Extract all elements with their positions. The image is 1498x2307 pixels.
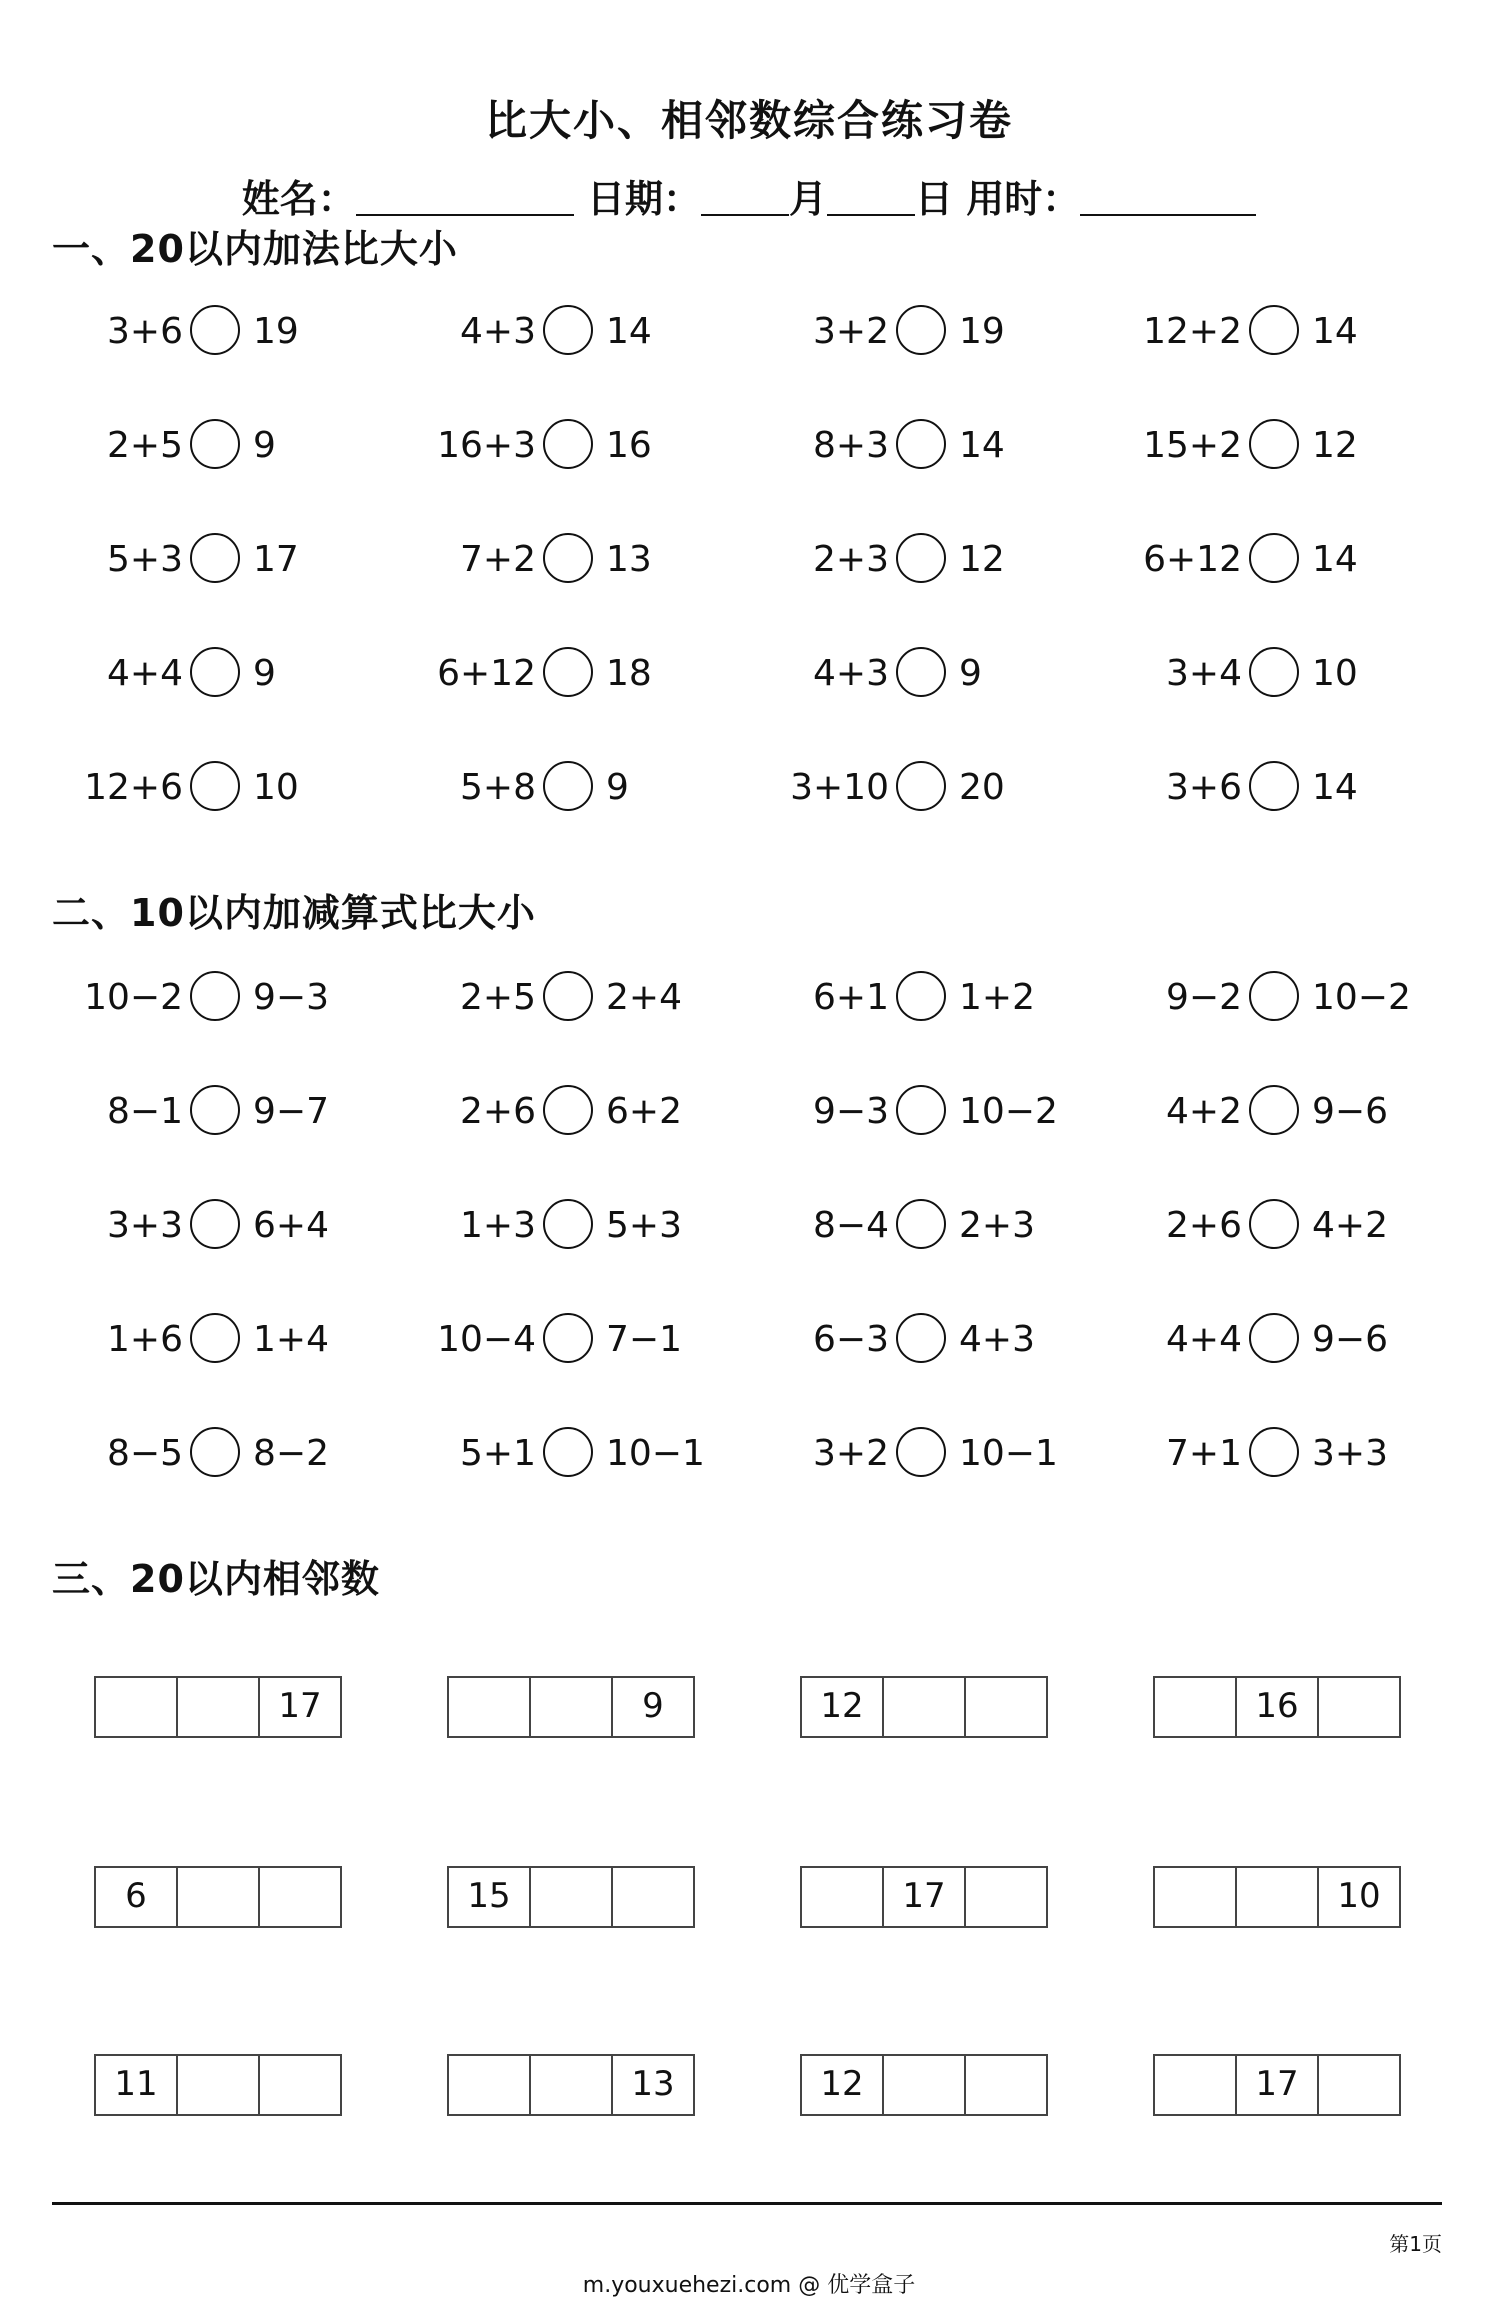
adjacent-number-box	[447, 2054, 695, 2116]
month-blank[interactable]	[701, 178, 789, 216]
right-expression: 9	[959, 653, 982, 694]
left-expression: 3+6	[107, 311, 183, 352]
left-expression: 9−2	[1166, 977, 1242, 1018]
given-number-cell: 16	[1237, 1678, 1319, 1736]
problem-row	[0, 1310, 1498, 1370]
left-expression: 4+2	[1166, 1091, 1242, 1132]
answer-circle[interactable]	[190, 1085, 240, 1135]
answer-circle[interactable]	[543, 1199, 593, 1249]
right-expression: 14	[1312, 311, 1358, 352]
adjacent-number-box	[1153, 2054, 1401, 2116]
left-expression: 3+10	[790, 767, 889, 808]
blank-cell[interactable]	[531, 1868, 613, 1926]
answer-circle[interactable]	[1249, 419, 1299, 469]
left-expression: 3+4	[1166, 653, 1242, 694]
answer-circle[interactable]	[543, 1427, 593, 1477]
adjacent-number-box	[800, 1676, 1048, 1738]
adjacent-number-box	[447, 1866, 695, 1928]
name-label: 姓名：	[241, 177, 356, 221]
day-blank[interactable]	[827, 178, 915, 216]
given-number-cell: 12	[802, 2056, 884, 2114]
right-expression: 1+4	[253, 1319, 329, 1360]
left-expression: 2+5	[107, 425, 183, 466]
given-number-cell: 12	[802, 1678, 884, 1736]
left-expression: 7+1	[1166, 1433, 1242, 1474]
given-number-cell: 9	[642, 1686, 664, 1726]
problem-row	[0, 1082, 1498, 1142]
left-expression: 10−4	[437, 1319, 536, 1360]
answer-circle[interactable]	[543, 971, 593, 1021]
blank-cell[interactable]	[1155, 2056, 1237, 2114]
sequence-row	[0, 1866, 1498, 1928]
right-expression: 6+4	[253, 1205, 329, 1246]
right-expression: 10	[253, 767, 299, 808]
given-number-cell: 6	[96, 1868, 178, 1926]
right-expression: 14	[1312, 767, 1358, 808]
problem-row	[0, 758, 1498, 818]
given-number-cell: 11	[96, 2056, 178, 2114]
answer-circle[interactable]	[543, 533, 593, 583]
blank-cell[interactable]	[966, 2056, 1046, 2114]
left-expression: 8+3	[813, 425, 889, 466]
answer-circle[interactable]	[896, 1085, 946, 1135]
answer-circle[interactable]	[1249, 305, 1299, 355]
left-expression: 9−3	[813, 1091, 889, 1132]
footer-divider	[52, 2202, 1442, 2205]
right-expression: 19	[959, 311, 1005, 352]
adjacent-number-box	[800, 1866, 1048, 1928]
left-expression: 5+1	[460, 1433, 536, 1474]
answer-circle[interactable]	[1249, 761, 1299, 811]
answer-circle[interactable]	[543, 761, 593, 811]
problem-row	[0, 416, 1498, 476]
footer-site: m.youxuehezi.com @ 优学盒子	[582, 2273, 916, 2298]
left-expression: 4+3	[460, 311, 536, 352]
blank-cell[interactable]	[613, 1868, 693, 1926]
right-expression: 12	[959, 539, 1005, 580]
given-number-cell: 17	[278, 1686, 322, 1726]
right-expression: 14	[1312, 539, 1358, 580]
answer-circle[interactable]	[1249, 1313, 1299, 1363]
blank-cell[interactable]	[802, 1868, 884, 1926]
adjacent-number-box	[94, 1866, 342, 1928]
right-expression: 10−2	[1312, 977, 1411, 1018]
blank-cell[interactable]	[531, 2056, 613, 2114]
problem-row	[0, 1424, 1498, 1484]
adjacent-number-box	[94, 2054, 342, 2116]
right-expression: 10−1	[606, 1433, 705, 1474]
blank-cell[interactable]	[1237, 1868, 1319, 1926]
adjacent-number-box	[1153, 1866, 1401, 1928]
right-expression: 4+3	[959, 1319, 1035, 1360]
blank-cell[interactable]	[178, 2056, 260, 2114]
section-1-heading: 一、20以内加法比大小	[52, 227, 458, 271]
right-expression: 10−2	[959, 1091, 1058, 1132]
right-expression: 2+3	[959, 1205, 1035, 1246]
answer-circle[interactable]	[190, 1199, 240, 1249]
answer-circle[interactable]	[896, 419, 946, 469]
left-expression: 3+6	[1166, 767, 1242, 808]
left-expression: 7+2	[460, 539, 536, 580]
time-blank[interactable]	[1080, 178, 1256, 216]
right-expression: 9	[606, 767, 629, 808]
blank-cell[interactable]	[449, 1678, 531, 1736]
answer-circle[interactable]	[190, 761, 240, 811]
answer-circle[interactable]	[543, 647, 593, 697]
right-expression: 17	[253, 539, 299, 580]
left-expression: 2+5	[460, 977, 536, 1018]
left-expression: 6+12	[437, 653, 536, 694]
right-expression: 9−6	[1312, 1091, 1388, 1132]
left-expression: 1+6	[107, 1319, 183, 1360]
month-label: 月	[788, 177, 827, 221]
left-expression: 6+1	[813, 977, 889, 1018]
left-expression: 12+2	[1143, 311, 1242, 352]
right-expression: 12	[1312, 425, 1358, 466]
day-label: 日	[915, 177, 954, 221]
answer-circle[interactable]	[1249, 533, 1299, 583]
left-expression: 8−5	[107, 1433, 183, 1474]
left-expression: 8−1	[107, 1091, 183, 1132]
blank-cell[interactable]	[966, 1868, 1046, 1926]
answer-circle[interactable]	[190, 533, 240, 583]
blank-cell[interactable]	[96, 1678, 178, 1736]
left-expression: 8−4	[813, 1205, 889, 1246]
left-expression: 4+4	[1166, 1319, 1242, 1360]
problem-row	[0, 644, 1498, 704]
right-expression: 18	[606, 653, 652, 694]
blank-cell[interactable]	[531, 1678, 613, 1736]
page-number: 第1页	[1389, 2232, 1442, 2256]
left-expression: 3+3	[107, 1205, 183, 1246]
left-expression: 15+2	[1143, 425, 1242, 466]
left-expression: 5+3	[107, 539, 183, 580]
given-number-cell: 15	[449, 1868, 531, 1926]
right-expression: 9−3	[253, 977, 329, 1018]
answer-circle[interactable]	[543, 305, 593, 355]
answer-circle[interactable]	[896, 305, 946, 355]
answer-circle[interactable]	[1249, 1085, 1299, 1135]
answer-circle[interactable]	[1249, 1427, 1299, 1477]
problem-row	[0, 530, 1498, 590]
right-expression: 13	[606, 539, 652, 580]
answer-circle[interactable]	[190, 419, 240, 469]
blank-cell[interactable]	[178, 1678, 260, 1736]
answer-circle[interactable]	[896, 647, 946, 697]
answer-circle[interactable]	[543, 419, 593, 469]
problem-row	[0, 968, 1498, 1028]
left-expression: 10−2	[84, 977, 183, 1018]
problem-row	[0, 1196, 1498, 1256]
blank-cell[interactable]	[1155, 1868, 1237, 1926]
left-expression: 2+3	[813, 539, 889, 580]
right-expression: 1+2	[959, 977, 1035, 1018]
blank-cell[interactable]	[449, 2056, 531, 2114]
date-label: 日期：	[586, 177, 701, 221]
answer-circle[interactable]	[543, 1085, 593, 1135]
adjacent-number-box	[1153, 1676, 1401, 1738]
right-expression: 4+2	[1312, 1205, 1388, 1246]
page-title: 比大小、相邻数综合练习卷	[484, 96, 1013, 145]
left-expression: 6−3	[813, 1319, 889, 1360]
blank-cell[interactable]	[260, 2056, 340, 2114]
right-expression: 9	[253, 653, 276, 694]
sequence-row	[0, 1676, 1498, 1738]
left-expression: 4+3	[813, 653, 889, 694]
given-number-cell: 17	[884, 1868, 966, 1926]
right-expression: 19	[253, 311, 299, 352]
answer-circle[interactable]	[190, 1313, 240, 1363]
right-expression: 8−2	[253, 1433, 329, 1474]
blank-cell[interactable]	[260, 1868, 340, 1926]
right-expression: 6+2	[606, 1091, 682, 1132]
blank-cell[interactable]	[884, 1678, 966, 1736]
answer-circle[interactable]	[543, 1313, 593, 1363]
blank-cell[interactable]	[966, 1678, 1046, 1736]
student-info-line	[0, 168, 1498, 223]
left-expression: 1+3	[460, 1205, 536, 1246]
left-expression: 2+6	[460, 1091, 536, 1132]
blank-cell[interactable]	[1155, 1678, 1237, 1736]
answer-circle[interactable]	[190, 647, 240, 697]
left-expression: 5+8	[460, 767, 536, 808]
answer-circle[interactable]	[896, 533, 946, 583]
left-expression: 4+4	[107, 653, 183, 694]
answer-circle[interactable]	[896, 971, 946, 1021]
right-expression: 9−6	[1312, 1319, 1388, 1360]
given-number-cell: 13	[631, 2064, 675, 2104]
right-expression: 9	[253, 425, 276, 466]
adjacent-number-box	[447, 1676, 695, 1738]
answer-circle[interactable]	[896, 1199, 946, 1249]
left-expression: 3+2	[813, 311, 889, 352]
answer-circle[interactable]	[190, 305, 240, 355]
right-expression: 14	[959, 425, 1005, 466]
left-expression: 2+6	[1166, 1205, 1242, 1246]
sequence-row	[0, 2054, 1498, 2116]
adjacent-number-box	[800, 2054, 1048, 2116]
left-expression: 3+2	[813, 1433, 889, 1474]
left-expression: 6+12	[1143, 539, 1242, 580]
answer-circle[interactable]	[190, 971, 240, 1021]
answer-circle[interactable]	[896, 1427, 946, 1477]
right-expression: 20	[959, 767, 1005, 808]
right-expression: 9−7	[253, 1091, 329, 1132]
section-2-heading: 二、10以内加减算式比大小	[52, 891, 536, 935]
right-expression: 10	[1312, 653, 1358, 694]
problem-row	[0, 302, 1498, 362]
answer-circle[interactable]	[1249, 971, 1299, 1021]
blank-cell[interactable]	[178, 1868, 260, 1926]
right-expression: 14	[606, 311, 652, 352]
section-3-heading: 三、20以内相邻数	[52, 1557, 380, 1601]
right-expression: 3+3	[1312, 1433, 1388, 1474]
right-expression: 7−1	[606, 1319, 682, 1360]
answer-circle[interactable]	[1249, 647, 1299, 697]
given-number-cell: 17	[1237, 2056, 1319, 2114]
left-expression: 16+3	[437, 425, 536, 466]
answer-circle[interactable]	[190, 1427, 240, 1477]
blank-cell[interactable]	[1319, 1678, 1399, 1736]
right-expression: 2+4	[606, 977, 682, 1018]
adjacent-number-box	[94, 1676, 342, 1738]
name-blank[interactable]	[356, 178, 574, 216]
answer-circle[interactable]	[896, 761, 946, 811]
given-number-cell: 10	[1337, 1876, 1381, 1916]
blank-cell[interactable]	[1319, 2056, 1399, 2114]
left-expression: 12+6	[84, 767, 183, 808]
blank-cell[interactable]	[884, 2056, 966, 2114]
right-expression: 10−1	[959, 1433, 1058, 1474]
right-expression: 5+3	[606, 1205, 682, 1246]
time-label: 用时：	[966, 177, 1081, 221]
answer-circle[interactable]	[896, 1313, 946, 1363]
answer-circle[interactable]	[1249, 1199, 1299, 1249]
right-expression: 16	[606, 425, 652, 466]
